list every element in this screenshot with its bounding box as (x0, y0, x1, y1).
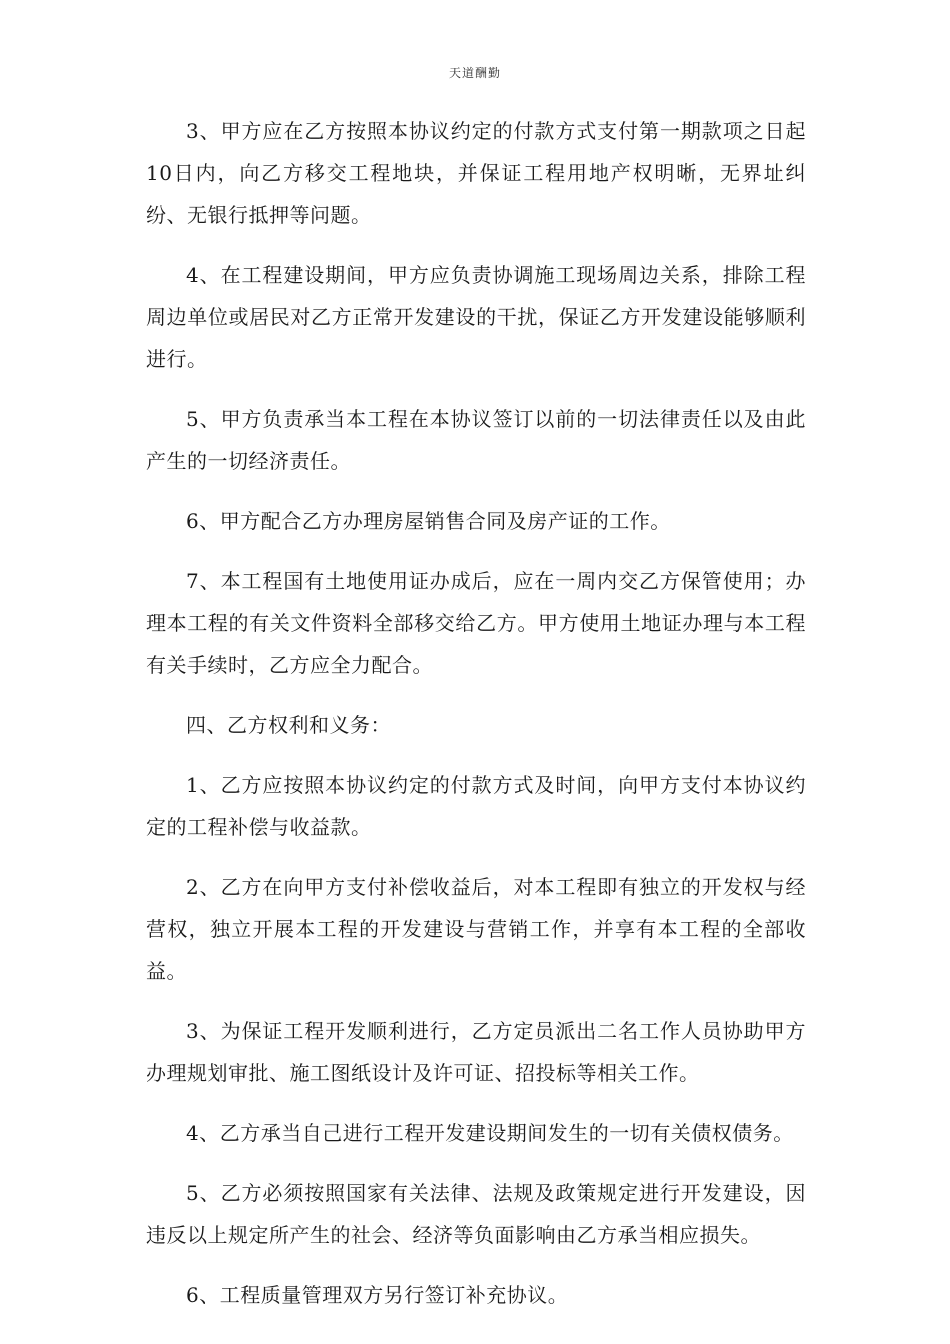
clause-paragraph-a7: 7、本工程国有土地使用证办成后，应在一周内交乙方保管使用；办理本工程的有关文件资料全部移交给乙方。甲方使用土地证办理与本工程有关手续时，乙方应全力配合。 (146, 569, 806, 677)
clause-paragraph-b1: 1、乙方应按照本协议约定的付款方式及时间，向甲方支付本协议约定的工程补偿与收益款。 (146, 773, 806, 839)
clause-paragraph-b4: 4、乙方承当自己进行工程开发建设期间发生的一切有关债权债务。 (186, 1121, 794, 1145)
clause-paragraph-b3: 3、为保证工程开发顺利进行，乙方定员派出二名工作人员协助甲方办理规划审批、施工图纸设计及许可证、招投标等相关工作。 (146, 1019, 806, 1085)
clause-paragraph-b5: 5、乙方必须按照国家有关法律、法规及政策规定进行开发建设，因违反以上规定所产生的社会、经济等负面影响由乙方承当相应损失。 (146, 1181, 806, 1247)
document-body (146, 110, 806, 1334)
clause-paragraph-b2: 2、乙方在向甲方支付补偿收益后，对本工程即有独立的开发权与经营权，独立开展本工程的开发建设与营销工作，并享有本工程的全部收益。 (146, 875, 806, 983)
clause-paragraph-a5: 5、甲方负责承当本工程在本协议签订以前的一切法律责任以及由此产生的一切经济责任。 (146, 407, 806, 473)
clause-paragraph-b6: 6、工程质量管理双方另行签订补充协议。 (186, 1283, 569, 1307)
page-header: 天道酬勤 (448, 66, 501, 80)
clause-paragraph-a3: 3、甲方应在乙方按照本协议约定的付款方式支付第一期款项之日起10日内，向乙方移交工程地块，并保证工程用地产权明晰，无界址纠纷、无银行抵押等问题。 (146, 119, 806, 227)
clause-paragraph-a6: 6、甲方配合乙方办理房屋销售合同及房产证的工作。 (186, 509, 671, 533)
section-heading-party-b: 四、乙方权利和义务： (186, 713, 391, 737)
clause-paragraph-a4: 4、在工程建设期间，甲方应负责协调施工现场周边关系，排除工程周边单位或居民对乙方正常开发建设的干扰，保证乙方开发建设能够顺利进行。 (146, 263, 806, 371)
